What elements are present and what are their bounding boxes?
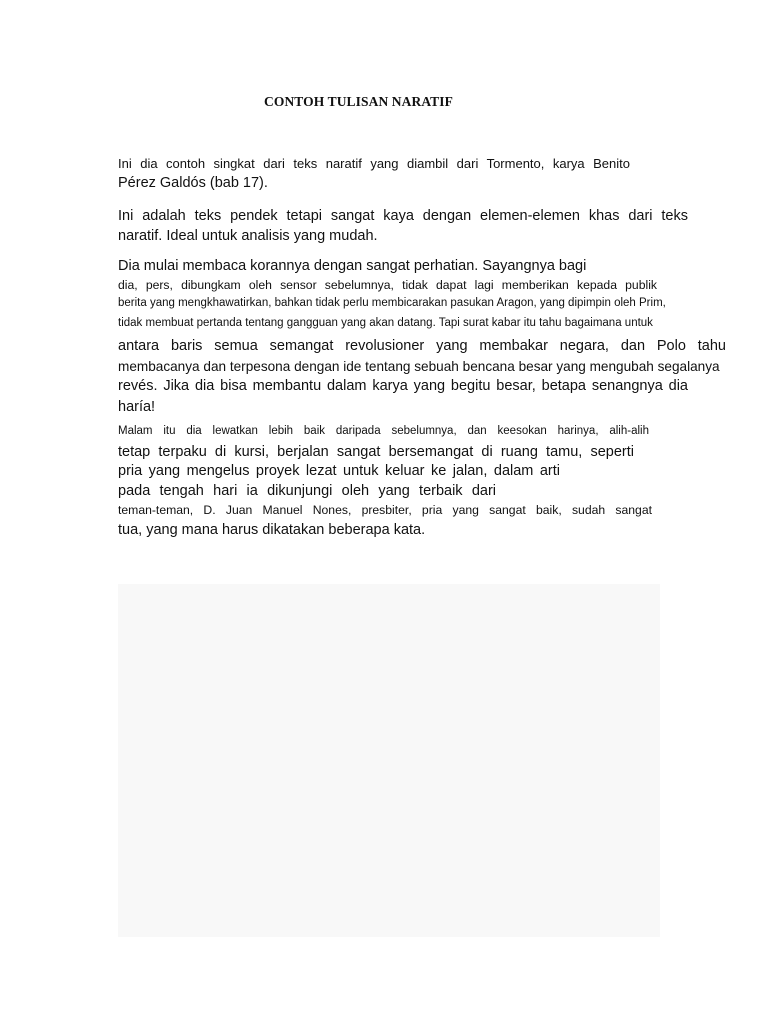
p2-line-5: teman-teman, D. Juan Manuel Nones, presbiter, pria yang sangat baik, sudah sangat: [118, 503, 652, 517]
p2-line-4: pada tengah hari ia dikunjungi oleh yang terbaik dari: [118, 483, 496, 499]
note-line-1: Ini adalah teks pendek tetapi sangat kaya dengan elemen-elemen khas dari teks: [118, 208, 688, 224]
p2-line-6: tua, yang mana harus dikatakan beberapa kata.: [118, 522, 426, 538]
narrative-paragraph-2: [118, 421, 652, 541]
narrative-paragraph-1: [118, 257, 726, 417]
image-placeholder: [118, 584, 660, 937]
document-title: CONTOH TULISAN NARATIF: [264, 94, 453, 109]
p1-line-1: Dia mulai membaca korannya dengan sangat perhatian. Sayangnya bagi: [118, 258, 587, 274]
p1-line-6: membacanya dan terpesona dengan ide tentang sebuah bencana besar yang mengubah segalanya: [118, 359, 720, 374]
intro-line-1: Ini dia contoh singkat dari teks naratif yang diambil dari Tormento, karya Benito: [118, 156, 630, 171]
p1-line-2: dia, pers, dibungkam oleh sensor sebelumnya, tidak dapat lagi memberikan kepada publik: [118, 278, 657, 292]
intro-paragraph: [118, 154, 630, 194]
p2-line-3: pria yang mengelus proyek lezat untuk keluar ke jalan, dalam arti: [118, 463, 560, 479]
p1-line-4: tidak membuat pertanda tentang gangguan yang akan datang. Tapi surat kabar itu tahu bagaimana untuk: [118, 317, 653, 329]
note-paragraph: [118, 206, 688, 246]
p1-line-3: berita yang mengkhawatirkan, bahkan tidak perlu membicarakan pasukan Aragon, yang dipimpin oleh Prim,: [118, 297, 666, 309]
note-line-2: naratif. Ideal untuk analisis yang mudah.: [118, 228, 378, 244]
p1-line-8: haría!: [118, 399, 156, 415]
p2-line-2: tetap terpaku di kursi, berjalan sangat bersemangat di ruang tamu, seperti: [118, 444, 634, 460]
p1-line-7: revés. Jika dia bisa membantu dalam karya yang begitu besar, betapa senangnya dia: [118, 378, 688, 394]
p1-line-5: antara baris semua semangat revolusioner yang membakar negara, dan Polo tahu: [118, 338, 726, 354]
intro-line-2: Pérez Galdós (bab 17).: [118, 175, 268, 191]
p2-line-1: Malam itu dia lewatkan lebih baik daripada sebelumnya, dan keesokan harinya, alih-alih: [118, 425, 649, 437]
